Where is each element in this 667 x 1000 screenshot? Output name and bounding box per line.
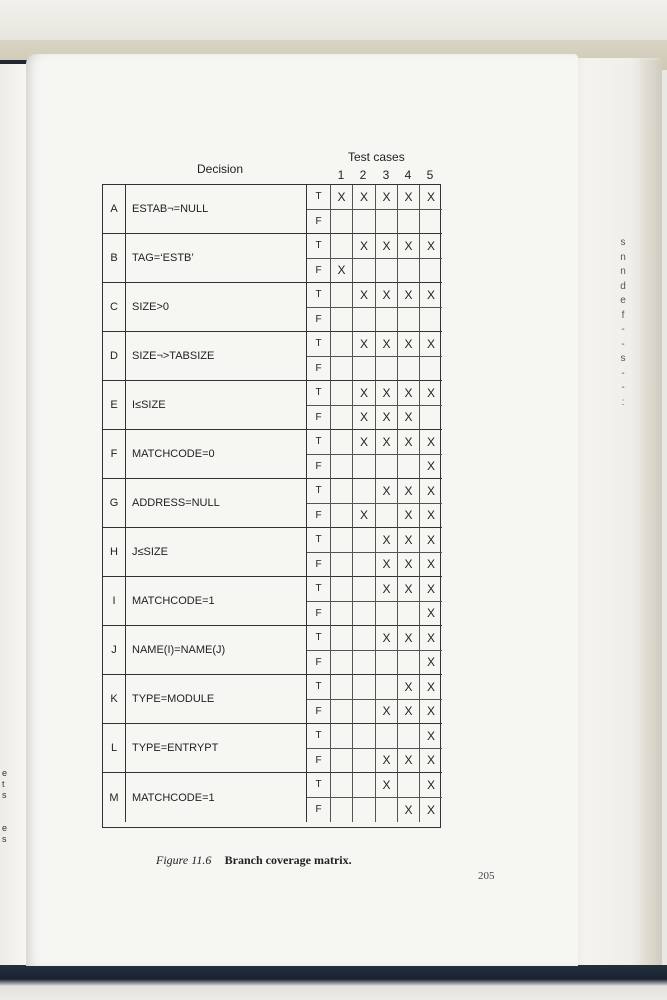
coverage-cell: X	[398, 504, 420, 529]
coverage-cell	[331, 724, 353, 749]
coverage-cell: X	[398, 479, 420, 504]
true-branch-label: T	[307, 332, 331, 357]
coverage-cell: X	[398, 430, 420, 455]
coverage-cell	[331, 210, 353, 235]
coverage-cell	[398, 724, 420, 749]
true-branch-label: T	[307, 675, 331, 700]
coverage-cell	[331, 234, 353, 259]
coverage-cell: X	[420, 651, 442, 676]
test-case-number: 2	[359, 168, 367, 182]
coverage-cell	[398, 259, 420, 284]
coverage-cell: X	[398, 381, 420, 406]
coverage-cell	[353, 553, 376, 578]
coverage-cell	[353, 308, 376, 333]
test-case-number: 4	[404, 168, 412, 182]
margin-fragment: -	[621, 324, 625, 335]
test-case-number: 5	[426, 168, 434, 182]
false-branch-label: F	[307, 406, 331, 431]
coverage-cell	[353, 700, 376, 725]
decision-label: I	[103, 577, 126, 626]
coverage-cell: X	[420, 528, 442, 553]
margin-fragment: f	[621, 309, 625, 321]
figure-caption	[156, 853, 352, 868]
coverage-cell	[331, 553, 353, 578]
coverage-cell: X	[420, 602, 442, 627]
coverage-cell	[353, 210, 376, 235]
coverage-cell: X	[376, 553, 398, 578]
coverage-cell	[331, 675, 353, 700]
decision-label: A	[103, 185, 126, 234]
figure-title: Branch coverage matrix.	[224, 853, 352, 867]
coverage-cell: X	[420, 430, 442, 455]
coverage-cell: X	[420, 577, 442, 602]
coverage-cell: X	[376, 749, 398, 774]
coverage-cell	[376, 651, 398, 676]
decision-condition: I≤SIZE	[126, 381, 307, 430]
margin-fragment: d	[620, 280, 626, 292]
decision-label: K	[103, 675, 126, 724]
coverage-cell: X	[353, 381, 376, 406]
false-branch-label: F	[307, 455, 331, 480]
coverage-cell	[331, 430, 353, 455]
decision-header: Decision	[197, 162, 244, 176]
coverage-cell	[398, 602, 420, 627]
margin-fragment: -	[621, 338, 625, 350]
coverage-cell: X	[353, 185, 376, 210]
margin-fragment: s	[2, 790, 7, 800]
coverage-cell	[376, 308, 398, 333]
coverage-cell: X	[353, 504, 376, 529]
coverage-cell: X	[376, 234, 398, 259]
coverage-cell	[353, 798, 376, 823]
true-branch-label: T	[307, 626, 331, 651]
true-branch-label: T	[307, 185, 331, 210]
false-branch-label: F	[307, 602, 331, 627]
margin-fragment: :	[621, 396, 625, 408]
true-branch-label: T	[307, 234, 331, 259]
decision-condition: J≤SIZE	[126, 528, 307, 577]
coverage-cell: X	[420, 724, 442, 749]
coverage-cell	[353, 749, 376, 774]
coverage-cell: X	[353, 332, 376, 357]
coverage-cell: X	[398, 798, 420, 823]
coverage-cell	[331, 577, 353, 602]
test-case-number: 3	[382, 168, 390, 182]
coverage-cell	[331, 798, 353, 823]
decision-label: J	[103, 626, 126, 675]
coverage-cell: X	[376, 773, 398, 798]
decision-condition: TYPE=ENTRYPT	[126, 724, 307, 773]
page-stack-edge	[640, 60, 662, 972]
coverage-cell: X	[398, 528, 420, 553]
coverage-cell: X	[426, 802, 435, 817]
coverage-cell: X	[420, 185, 442, 210]
coverage-cell: X	[420, 479, 442, 504]
coverage-cell	[331, 749, 353, 774]
coverage-cell: X	[376, 577, 398, 602]
coverage-cell	[331, 455, 353, 480]
false-branch-label: F	[307, 259, 331, 284]
figure-number: Figure 11.6	[156, 853, 212, 867]
coverage-cell: X	[420, 700, 442, 725]
coverage-cell: X	[420, 504, 442, 529]
coverage-cell: X	[376, 430, 398, 455]
decision-condition: ESTAB¬=NULL	[126, 185, 307, 234]
coverage-cell: X	[398, 283, 420, 308]
false-branch-label: F	[307, 308, 331, 333]
coverage-cell	[398, 357, 420, 382]
coverage-cell: X	[353, 430, 376, 455]
test-cases-header: Test cases	[348, 150, 405, 164]
coverage-cell	[331, 332, 353, 357]
coverage-cell: X	[420, 455, 442, 480]
coverage-cell: X	[398, 626, 420, 651]
book-cover-bottom	[0, 965, 667, 1000]
page-number: 205	[478, 870, 495, 882]
left-margin-text	[2, 768, 12, 845]
coverage-cell: X	[331, 259, 353, 284]
coverage-cell	[331, 381, 353, 406]
decision-label: D	[103, 332, 126, 381]
branch-coverage-matrix	[102, 184, 441, 828]
margin-fragment: t	[2, 779, 5, 789]
decision-label: C	[103, 283, 126, 332]
coverage-cell: X	[398, 553, 420, 578]
false-branch-label: F	[307, 798, 331, 823]
coverage-cell: X	[353, 234, 376, 259]
coverage-cell	[331, 651, 353, 676]
coverage-cell: X	[331, 185, 353, 210]
coverage-cell	[398, 773, 420, 798]
decision-condition: SIZE>0	[126, 283, 307, 332]
coverage-cell: X	[353, 283, 376, 308]
coverage-cell: X	[376, 406, 398, 431]
coverage-cell	[353, 626, 376, 651]
false-branch-label: F	[307, 357, 331, 382]
decision-condition: TAG=‘ESTB’	[126, 234, 307, 283]
coverage-cell	[376, 210, 398, 235]
coverage-cell: X	[420, 675, 442, 700]
coverage-cell	[420, 308, 442, 333]
coverage-cell: X	[353, 406, 376, 431]
coverage-cell	[331, 406, 353, 431]
coverage-cell	[331, 283, 353, 308]
coverage-cell	[353, 357, 376, 382]
right-margin-text	[616, 236, 630, 410]
coverage-cell	[376, 504, 398, 529]
margin-fragment: e	[2, 823, 8, 833]
coverage-cell	[331, 700, 353, 725]
coverage-cell: X	[376, 381, 398, 406]
true-branch-label: T	[307, 528, 331, 553]
coverage-cell	[353, 259, 376, 284]
coverage-cell: X	[376, 185, 398, 210]
coverage-cell: X	[398, 749, 420, 774]
coverage-cell: X	[420, 553, 442, 578]
coverage-cell: X	[376, 479, 398, 504]
coverage-cell	[353, 479, 376, 504]
true-branch-label: T	[307, 381, 331, 406]
coverage-cell: X	[398, 700, 420, 725]
false-branch-label: F	[307, 700, 331, 725]
coverage-cell	[353, 528, 376, 553]
decision-label: E	[103, 381, 126, 430]
coverage-cell	[331, 479, 353, 504]
coverage-cell: X	[398, 185, 420, 210]
coverage-cell	[331, 528, 353, 553]
margin-fragment: s	[2, 834, 7, 844]
decision-condition: MATCHCODE=1	[126, 773, 307, 822]
coverage-cell	[398, 308, 420, 333]
decision-condition: NAME(I)=NAME(J)	[126, 626, 307, 675]
coverage-cell: X	[398, 675, 420, 700]
coverage-cell: X	[420, 381, 442, 406]
coverage-cell	[376, 798, 398, 823]
coverage-cell: X	[376, 626, 398, 651]
false-branch-label: F	[307, 553, 331, 578]
decision-label: L	[103, 724, 126, 773]
coverage-cell: X	[398, 577, 420, 602]
true-branch-label: T	[307, 773, 331, 798]
false-branch-label: F	[307, 504, 331, 529]
coverage-cell: X	[376, 700, 398, 725]
true-branch-label: T	[307, 283, 331, 308]
false-branch-label: F	[307, 749, 331, 774]
true-branch-label: T	[307, 577, 331, 602]
decision-condition: TYPE=MODULE	[126, 675, 307, 724]
decision-label: G	[103, 479, 126, 528]
coverage-cell: X	[420, 283, 442, 308]
coverage-cell	[376, 455, 398, 480]
coverage-cell	[353, 577, 376, 602]
coverage-cell	[398, 651, 420, 676]
coverage-cell	[331, 308, 353, 333]
coverage-cell	[398, 455, 420, 480]
coverage-cell	[376, 675, 398, 700]
coverage-cell	[331, 357, 353, 382]
false-branch-label: F	[307, 651, 331, 676]
decision-label: H	[103, 528, 126, 577]
coverage-cell: X	[398, 406, 420, 431]
coverage-cell	[331, 602, 353, 627]
decision-condition: MATCHCODE=0	[126, 430, 307, 479]
coverage-cell	[420, 406, 442, 431]
margin-fragment: -	[621, 367, 625, 379]
true-branch-label: T	[307, 724, 331, 749]
margin-fragment: n	[620, 266, 626, 277]
coverage-cell: X	[376, 528, 398, 553]
margin-fragment: s	[620, 237, 626, 248]
coverage-cell: X	[398, 332, 420, 357]
coverage-cell	[353, 773, 376, 798]
true-branch-label: T	[307, 479, 331, 504]
coverage-cell	[376, 259, 398, 284]
decision-condition: SIZE¬>TABSIZE	[126, 332, 307, 381]
coverage-cell	[420, 210, 442, 235]
coverage-cell	[376, 724, 398, 749]
false-branch-label: F	[307, 210, 331, 235]
coverage-cell: X	[398, 234, 420, 259]
coverage-cell: X	[376, 283, 398, 308]
margin-fragment: e	[2, 768, 8, 778]
decision-label: B	[103, 234, 126, 283]
coverage-cell	[376, 357, 398, 382]
decision-condition: ADDRESS=NULL	[126, 479, 307, 528]
coverage-cell	[353, 602, 376, 627]
decision-label: F	[103, 430, 126, 479]
coverage-cell	[331, 773, 353, 798]
coverage-cell: X	[420, 749, 442, 774]
coverage-cell: X	[420, 773, 442, 798]
coverage-cell	[420, 259, 442, 284]
decision-condition: MATCHCODE=1	[126, 577, 307, 626]
true-branch-label: T	[307, 430, 331, 455]
coverage-cell	[420, 357, 442, 382]
coverage-cell	[353, 455, 376, 480]
coverage-cell: X	[420, 332, 442, 357]
coverage-cell	[398, 210, 420, 235]
coverage-cell	[331, 626, 353, 651]
coverage-cell: X	[420, 234, 442, 259]
decision-label: M	[103, 773, 126, 822]
margin-fragment: n	[620, 251, 626, 263]
margin-fragment: s	[620, 353, 626, 364]
coverage-cell	[353, 651, 376, 676]
coverage-cell: X	[376, 332, 398, 357]
coverage-cell	[353, 675, 376, 700]
test-case-number: 1	[337, 168, 345, 182]
coverage-cell: X	[420, 626, 442, 651]
coverage-cell	[353, 724, 376, 749]
margin-fragment: e	[620, 295, 626, 306]
margin-fragment: -	[621, 382, 625, 393]
coverage-cell	[376, 602, 398, 627]
coverage-cell	[331, 504, 353, 529]
